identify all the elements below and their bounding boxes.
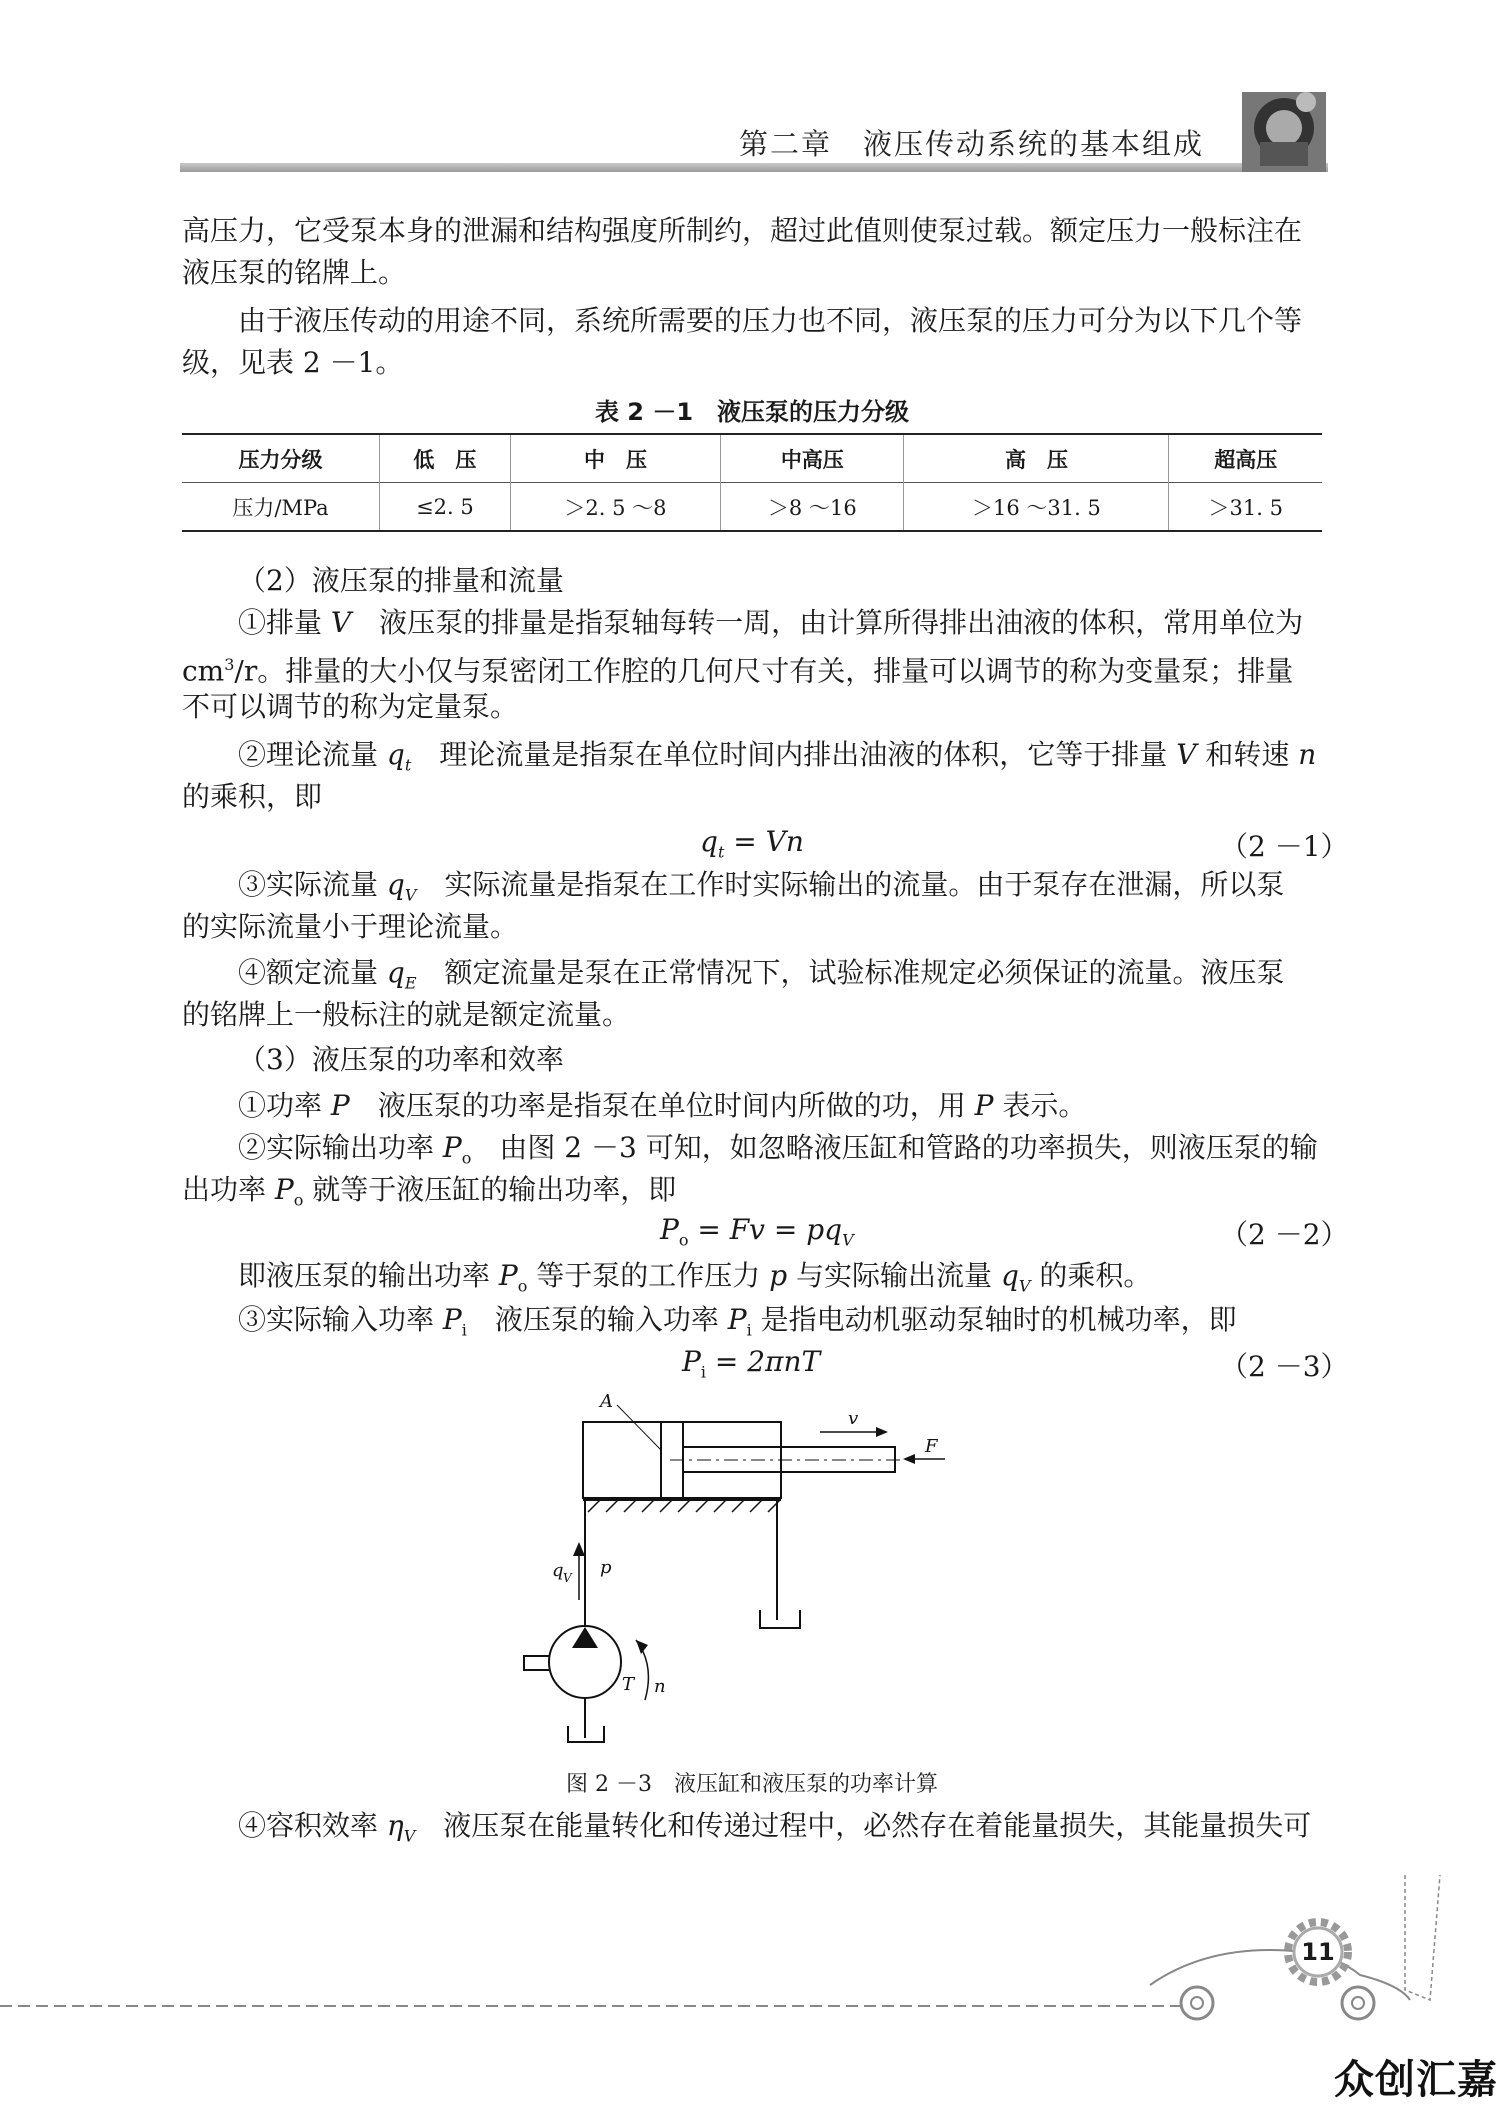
chapter-logo-icon: [1240, 82, 1328, 172]
header-rule: [180, 163, 1328, 172]
paragraph-line: 液压泵的铭牌上。: [182, 256, 407, 289]
paragraph-line: 由于液压传动的用途不同，系统所需要的压力也不同，液压泵的压力可分为以下几个等: [238, 304, 1303, 337]
cylinder-pump-diagram: [500, 1390, 980, 1750]
hatching: [588, 1500, 780, 1512]
footer-decoration: [0, 1860, 1504, 2040]
paragraph-line: 的实际流量小于理论流量。: [182, 910, 519, 943]
paragraph-line: 出功率 $P_o$ 就等于液压缸的输出功率，即: [182, 1173, 677, 1210]
table-caption: 表 2 －1 液压泵的压力分级: [594, 398, 910, 426]
label-a: A: [600, 1391, 613, 1412]
paragraph-line: ③实际流量 $q_V$ 实际流量是指泵在工作时实际输出的流量。由于泵存在泄漏，所以泵: [238, 868, 1285, 905]
label-q: q: [552, 1560, 564, 1581]
figure-caption: 图 2 －3 液压缸和液压泵的功率计算: [566, 1772, 938, 1797]
section-title: （2）液压泵的排量和流量: [238, 564, 564, 597]
label-v: v: [848, 1408, 859, 1429]
table-header: 压力分级: [238, 447, 323, 472]
force-arrowhead: [903, 1454, 915, 1464]
paragraph-line: $cm^3/r$。排量的大小仅与泵密闭工作腔的几何尺寸有关，排量可以调节的称为变量泵；排量: [182, 654, 1294, 688]
paragraph-line: ④容积效率 $\eta_V$ 液压泵在能量转化和传递过程中，必然存在着能量损失，其能量损失可: [238, 1809, 1312, 1846]
paragraph-line: ①排量 V 液压泵的排量是指泵轴每转一周，由计算所得排出油液的体积，常用单位为: [238, 606, 1304, 639]
paragraph-line: ④额定流量 $q_E$ 额定流量是泵在正常情况下，试验标准规定必须保证的流量。液压泵: [238, 956, 1285, 993]
equation-number: （2 －2）: [1220, 1218, 1349, 1251]
paragraph-line: 级，见表 2 －1。: [182, 346, 404, 379]
table-header: 低 压: [380, 434, 511, 483]
table-cell: ＞2. 5 ～8: [510, 483, 720, 532]
table-cell: ≤2. 5: [380, 483, 511, 532]
equation-2-1: $q_t = Vn$: [700, 825, 804, 862]
paragraph-line: 即液压泵的输出功率 $P_o$ 等于泵的工作压力 p 与实际输出流量 $q_V$ 的乘积。: [238, 1259, 1152, 1296]
table-header: 中 压: [510, 434, 720, 483]
table-header: 中高压: [721, 434, 904, 483]
label-p: p: [600, 1557, 612, 1578]
flow-arrowhead: [573, 1542, 585, 1556]
section-title: （3）液压泵的功率和效率: [238, 1043, 564, 1076]
table-cell: 压力/MPa: [232, 495, 329, 520]
velocity-arrowhead: [876, 1427, 888, 1437]
paragraph-line: ②理论流量 $q_t$ 理论流量是指泵在单位时间内排出油液的体积，它等于排量 V 和转速 n: [238, 738, 1317, 775]
label-n: n: [654, 1676, 666, 1697]
pressure-class-table: [182, 433, 1322, 532]
chapter-title: 第二章 液压传动系统的基本组成: [738, 127, 1204, 161]
equation-number: （2 －1）: [1220, 830, 1349, 863]
table-header: 超高压: [1169, 434, 1322, 483]
table-cell: ＞31. 5: [1169, 483, 1322, 532]
equation-2-3: $P_i = 2\pi nT$: [682, 1345, 821, 1382]
equation-number: （2 －3）: [1220, 1350, 1349, 1383]
paragraph-line: 的铭牌上一般标注的就是额定流量。: [182, 998, 631, 1031]
table-row: [182, 483, 1322, 532]
paragraph-line: 不可以调节的称为定量泵。: [182, 690, 519, 723]
label-q-sub: V: [563, 1571, 572, 1585]
pump-triangle-icon: [572, 1627, 598, 1648]
table-cell: ＞8 ～16: [721, 483, 904, 532]
paragraph-line: ①功率 P 液压泵的功率是指泵在单位时间内所做的功，用 P 表示。: [238, 1089, 1087, 1122]
paragraph-line: ③实际输入功率 $P_i$ 液压泵的输入功率 $P_i$ 是指电动机驱动泵轴时的机械功率，即: [238, 1303, 1237, 1340]
paragraph-line: ②实际输出功率 $P_o$ 由图 2 －3 可知，如忽略液压缸和管路的功率损失，则液压泵的输: [238, 1131, 1318, 1168]
page-number: 11: [1301, 1938, 1335, 1966]
paragraph-line: 的乘积，即: [182, 780, 323, 813]
label-f: F: [925, 1436, 938, 1457]
table-cell: ＞16 ～31. 5: [904, 483, 1169, 532]
watermark: 众创汇嘉: [1334, 2057, 1498, 2103]
rotation-arrowhead: [636, 1640, 648, 1654]
label-t: T: [622, 1674, 635, 1695]
paragraph-line: 高压力，它受泵本身的泄漏和结构强度所制约，超过此值则使泵过载。额定压力一般标注在: [182, 214, 1303, 247]
table-header: 高 压: [904, 434, 1169, 483]
equation-2-2: $P_o = Fv = pq_V$: [660, 1213, 854, 1250]
